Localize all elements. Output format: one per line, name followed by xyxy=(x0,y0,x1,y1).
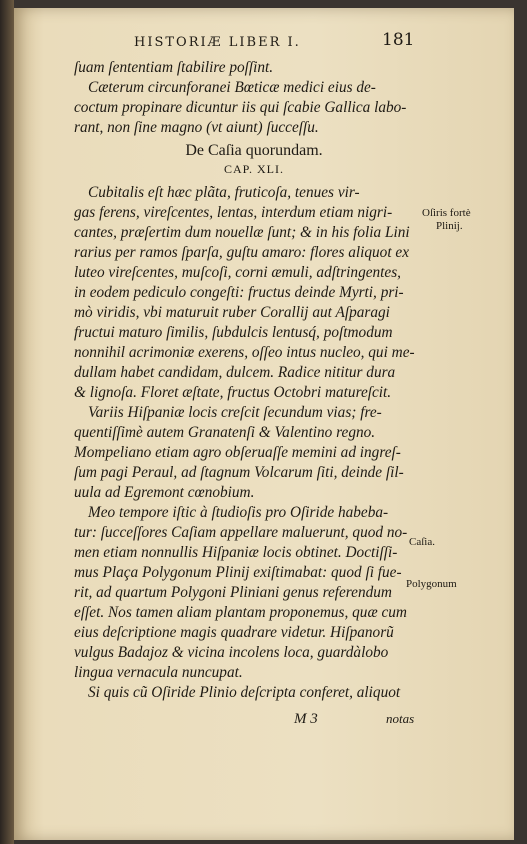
text-line: tur: ſucceſſores Caſiam appellare maluerunt, quod no- xyxy=(74,524,408,541)
text-line: nonnihil acrimoniæ exerens, oſſeo intus nucleo, qui me- xyxy=(74,344,415,361)
page-body xyxy=(74,58,424,703)
text-line: vulgus Badajoz & vicina incolens loca, guardàlobo xyxy=(74,644,389,661)
paragraph-names xyxy=(74,503,424,703)
text-line: coctum propinare dicuntur iis qui ſcabie Gallica labo- xyxy=(74,99,407,116)
text-line: eius deſcriptione magis quadrare videtur. Hiſpanorũ xyxy=(74,624,394,641)
margin-note-casia: Caſia. xyxy=(409,536,435,548)
book-page xyxy=(14,8,514,840)
text-line: Si quis cũ Oſiride Plinio deſcripta conferet, aliquot xyxy=(88,684,401,701)
paragraph-locations xyxy=(74,403,424,503)
text-line: mò viridis, vbi maturuit ruber Corallij aut Aſparagi xyxy=(74,304,390,321)
text-line: & lignoſa. Floret æſtate, fructus Octobri matureſcit. xyxy=(74,384,392,401)
text-line: gas ferens, vireſcentes, lentas, interdum etiam nigri- xyxy=(74,204,393,221)
paragraph-description xyxy=(74,183,424,403)
text-line: Meo tempore iſtic à ſtudioſis pro Oſiride habeba- xyxy=(88,504,389,521)
page-number: 181 xyxy=(382,30,415,50)
text-line: lingua vernacula nuncupat. xyxy=(74,664,243,681)
text-line: Cubitalis eſt hæc plãta, fruticoſa, tenues vir- xyxy=(88,184,360,201)
text-line: rant, non ſine magno (vt aiunt) ſucceſſu. xyxy=(74,119,319,136)
section-heading: De Caſia quorundam. xyxy=(185,142,323,159)
margin-note-osiris xyxy=(422,207,471,233)
text-line: luteo vireſcentes, muſcoſi, corni æmuli, adſtringentes, xyxy=(74,264,401,281)
text-line: in eodem pediculo congeſti: fructus deinde Myrti, pri- xyxy=(74,284,404,301)
catchword: notas xyxy=(386,711,415,726)
text-line: fructui maturo ſimilis, ſubdulcis lentusq́, poſtmodum xyxy=(74,324,393,341)
text-line: quentiſſimè autem Granatenſi & Valentino regno. xyxy=(74,424,376,441)
text-line: Mompeliano etiam agro obſeruaſſe memini ad ingreſ- xyxy=(74,444,401,461)
text-line: Cæterum circunforanei Bœticæ medici eius de- xyxy=(88,79,376,96)
margin-note-polygonum: Polygonum xyxy=(406,578,457,590)
text-line: rit, ad quartum Polygoni Pliniani genus referendum xyxy=(74,584,392,601)
text-line: dullam habet candidam, dulcem. Radice nititur dura xyxy=(74,364,396,381)
text-line: ſum pagi Peraul, ad ſtagnum Volcarum ſiti, deinde ſil- xyxy=(74,464,404,481)
text-line: eſſet. Nos tamen aliam plantam proponemus, quæ cum xyxy=(74,604,407,621)
margin-note-line: Plinij. xyxy=(436,220,463,232)
text-line: men etiam nonnullis Hiſpaniæ locis obtinet. Doctiſſi- xyxy=(74,544,398,561)
paragraph-intro xyxy=(74,58,424,138)
text-line: rarius per ramos ſparſa, guſtu amaro: flores aliquot ex xyxy=(74,244,409,261)
chapter-label: CAP. XLI. xyxy=(223,162,284,176)
text-line: uula ad Egremont cœnobium. xyxy=(74,484,255,501)
book-gutter xyxy=(0,0,14,844)
text-line: ſuam ſententiam ſtabilire poſſint. xyxy=(74,59,274,76)
margin-note-line: Oſiris fortè xyxy=(422,207,471,219)
running-title: HISTORIÆ LIBER I. xyxy=(134,35,301,50)
text-line: Variis Hiſpaniæ locis creſcit ſecundum vias; fre- xyxy=(88,404,382,421)
text-line: mus Plaça Polygonum Plinij exiſtimabat: quod ſi fue- xyxy=(74,564,402,581)
signature-mark: M 3 xyxy=(294,711,318,727)
text-line: cantes, præſertim dum nouellæ ſunt; & in his folia Lini xyxy=(74,224,410,241)
